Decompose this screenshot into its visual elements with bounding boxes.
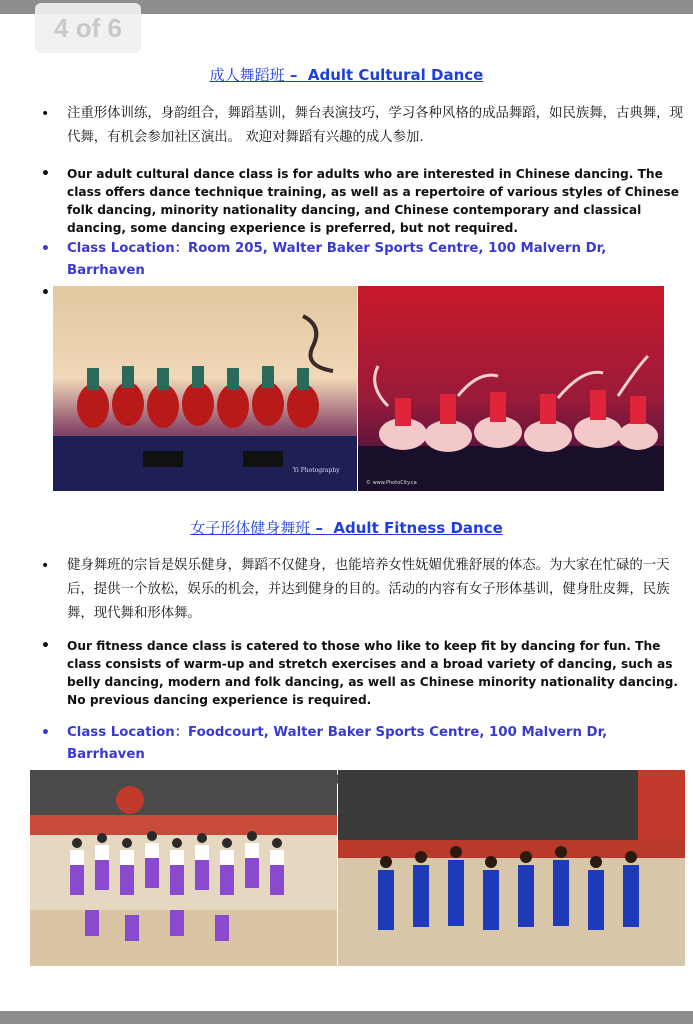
bullet-icon: • [41, 638, 50, 654]
bullet-icon: • [41, 285, 50, 301]
heading-en: Adult Cultural Dance [307, 66, 484, 84]
cultural-dance-photo-left [53, 286, 357, 491]
heading-zh: 成人舞蹈班 [209, 66, 285, 84]
photo-credit: Yi Photography [293, 467, 340, 474]
desc-en: Our adult cultural dance class is for adults who are interested in Chinese dancing. The class offers dance technique training, as well as a repertoire of various styles of Chinese folk dancing, minority nationality dancing, and Chinese contemporary and classical dancing, some dancing experience is preferred, but not required. [67, 167, 680, 235]
fitness-dance-photo-left [30, 770, 337, 966]
fitness-dance-photo-right [338, 770, 685, 966]
fitness-desc-list [41, 554, 687, 626]
class-location: Class Location：Room 205, Walter Baker Sports Centre, 100 Malvern Dr, Barrhaven [67, 241, 607, 278]
desc-en: Our fitness dance class is catered to those who like to keep fit by dancing for fun. The class consists of warm-up and stretch exercises and a broad variety of dancing, such as belly dancing, modern and folk dancing, as well as Chinese minority nationality dancing. No previous dancing experience is required. [67, 639, 678, 707]
cultural-desc-list [41, 102, 687, 150]
list-item [41, 722, 687, 766]
heading-sep: – [284, 66, 303, 84]
section-heading-fitness-dance [0, 517, 693, 538]
stage-photo-red-fans [53, 286, 357, 491]
cultural-dance-photo-right [358, 286, 664, 491]
bullet-icon: • [41, 725, 50, 741]
fitness-desc-en-list [41, 637, 687, 709]
stage-photo-red-dresses [358, 286, 664, 491]
bullet-icon: • [41, 106, 50, 122]
heading-sep: – [310, 519, 329, 537]
section-heading-cultural-dance [0, 64, 693, 85]
desc-zh: 注重形体训练，身韵组合，舞蹈基训，舞台表演技巧，学习各种风格的成品舞蹈，如民族舞，古典舞，现代舞，有机会参加社区演出。 欢迎对舞蹈有兴趣的成人参加. [67, 106, 683, 145]
bullet-icon: • [41, 558, 50, 574]
cultural-desc-en-list [41, 165, 687, 237]
list-item [41, 238, 687, 282]
bullet-icon: • [41, 166, 50, 182]
heading-zh: 女子形体健身舞班 [190, 519, 311, 537]
heading-en: Adult Fitness Dance [333, 519, 503, 537]
class-location: Class Location：Foodcourt, Walter Baker Sports Centre, 100 Malvern Dr, Barrhaven [67, 725, 608, 762]
bottom-bar [0, 1011, 693, 1024]
list-item [41, 637, 687, 709]
photo-credit: © www.PhotoCity.ca [366, 480, 417, 486]
gym-photo-purple-dancers [30, 770, 337, 966]
desc-zh: 健身舞班的宗旨是娱乐健身，舞蹈不仅健身，也能培养女性妩媚优雅舒展的体态。为大家在忙碌的一天后，提供一个放松，娱乐的机会，并达到健身的目的。活动的内容有女子形体基训，健身肚皮舞，民族舞，现代舞和形体舞。 [67, 558, 670, 621]
list-item [41, 165, 687, 237]
list-item [41, 554, 687, 626]
page-indicator: 4 of 6 [35, 3, 141, 53]
gym-photo-blue-dancers [338, 770, 685, 966]
bullet-icon: • [41, 241, 50, 257]
list-item [41, 102, 687, 150]
